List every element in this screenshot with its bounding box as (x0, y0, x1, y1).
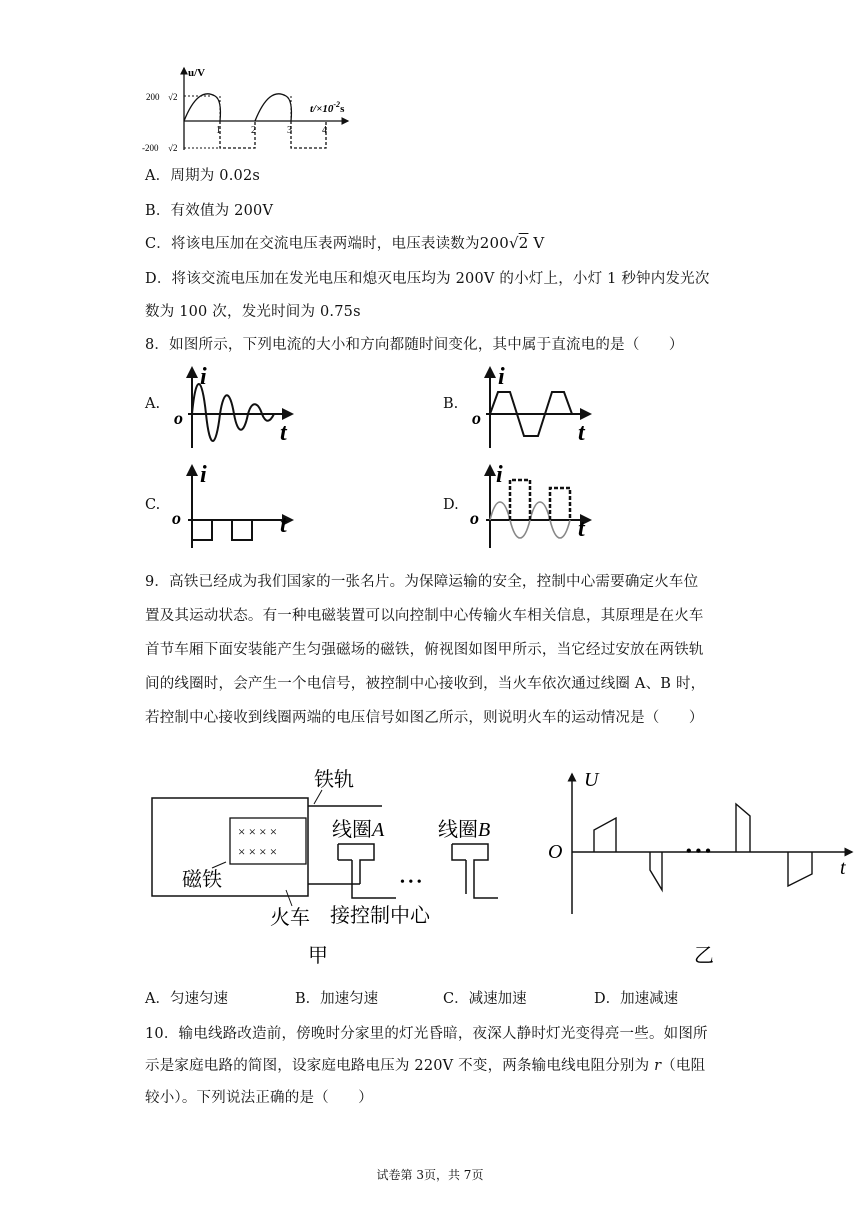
q9-option-b: B．加速匀速 (295, 991, 379, 1007)
q8-graph-d (466, 460, 596, 550)
q7-voltage-graph (140, 62, 355, 156)
q7-neg-label: -200 (142, 143, 159, 153)
q8-label-d: D. (443, 497, 459, 513)
q7-tick-1: 1 (216, 125, 221, 136)
train-label: 火车 (270, 907, 310, 929)
yi-dots: • • • (686, 843, 711, 860)
svg-text:× × × ×: × × × × (238, 844, 278, 859)
q10-line-3: 较小）。下列说法正确的是（ ） (145, 1090, 373, 1106)
svg-text:2: 2 (173, 92, 178, 102)
q9-figure-yi (540, 764, 860, 974)
q9-line-4: 间的线圈时，会产生一个电信号，被控制中心接收到，当火车依次通过线圈 A、B 时， (145, 676, 706, 692)
rail-label: 铁轨 (314, 769, 354, 791)
q7-option-b: B．有效值为 200V (145, 203, 274, 219)
svg-text:t: t (280, 512, 287, 538)
svg-text:t: t (578, 420, 585, 446)
control-label: 接控制中心 (330, 905, 430, 927)
q8-graph-a (168, 362, 298, 452)
q7-option-d-line1: D．将该交流电压加在发光电压和熄灭电压均为 200V 的小灯上，小灯 1 秒钟内发光次 (145, 271, 710, 287)
q7-t-label: $t/\times 10^{-2}s$ (310, 100, 345, 115)
svg-text:t: t (280, 420, 287, 446)
q10-line-1: 10．输电线路改造前，傍晚时分家里的灯光昏暗，夜深人静时灯光变得亮一些。如图所 (145, 1026, 708, 1042)
q8-graph-b (466, 362, 596, 452)
q7-option-a: A．周期为 0.02s (145, 168, 261, 184)
caption-jia: 甲 (308, 945, 328, 967)
q7-pos-label: 200 (146, 92, 160, 102)
q7-waveform (184, 94, 220, 121)
svg-text:o: o (174, 408, 183, 428)
svg-text:t: t (578, 516, 585, 542)
svg-text:i: i (498, 364, 505, 390)
q10-line-2: 示是家庭电路的简图，设家庭电路电压为 220V 不变，两条输电线电阻分别为 r（电阻 (145, 1058, 706, 1074)
svg-text:O: O (548, 841, 563, 863)
q8-label-a: A. (145, 396, 161, 412)
svg-text:o: o (470, 508, 479, 528)
q7-c-value: 200√2 V (479, 234, 545, 252)
page-footer: 试卷第 3页，共 7页 (376, 1168, 484, 1182)
q9-line-2: 置及其运动状态。有一种电磁装置可以向控制中心传输火车相关信息，其原理是在火车 (145, 608, 704, 624)
pulse-a-neg (650, 852, 662, 890)
magnet-label: 磁铁 (182, 869, 222, 891)
q9-option-d: D．加速减速 (594, 991, 679, 1007)
svg-text:i: i (200, 462, 207, 488)
q7-option-c: C．将该电压加在交流电压表两端时，电压表读数为200√2 V (145, 234, 545, 252)
q7-u-label: u/V (188, 67, 206, 79)
coil-b (452, 844, 498, 898)
q7-tick-3: 3 (287, 125, 292, 136)
q9-line-1: 9．高铁已经成为我们国家的一张名片。为保障运输的安全，控制中心需要确定火车位 (145, 574, 699, 590)
q8-label-b: B. (443, 396, 459, 412)
svg-text:i: i (496, 462, 503, 488)
q7-tick-2: 2 (251, 125, 256, 136)
svg-text:t: t (840, 857, 846, 879)
svg-text:o: o (172, 508, 181, 528)
q7-option-d-line2: 数为 100 次，发光时间为 0.75s (145, 304, 361, 320)
svg-text:U: U (584, 769, 599, 791)
svg-text:√: √ (168, 92, 173, 102)
svg-text:× × × ×: × × × × (238, 824, 278, 839)
coil-a-label: 线圈A (332, 819, 385, 841)
svg-text:i: i (200, 364, 207, 390)
q8-stem: 8．如图所示，下列电流的大小和方向都随时间变化，其中属于直流电的是（ ） (145, 337, 684, 353)
dots: • • • (400, 875, 422, 890)
q8-label-c: C. (145, 497, 161, 513)
q8-graph-c (168, 460, 298, 550)
q9-option-a: A．匀速匀速 (145, 991, 228, 1007)
coil-a (338, 844, 396, 898)
q9-line-5: 若控制中心接收到线圈两端的电压信号如图乙所示，则说明火车的运动情况是（ ） (145, 710, 704, 726)
svg-text:√: √ (168, 143, 173, 153)
q9-figure-jia (146, 760, 526, 970)
pulse-a-pos (594, 818, 616, 852)
q7-tick-4: 4 (322, 125, 327, 136)
q9-line-3: 首节车厢下面安装能产生匀强磁场的磁铁，俯视图如图甲所示，当它经过安放在两铁轨 (145, 642, 704, 658)
pulse-b-neg (788, 852, 812, 886)
coil-b-label: 线圈B (438, 819, 491, 841)
pulse-b-pos (736, 804, 750, 852)
svg-text:o: o (472, 408, 481, 428)
q9-options (0, 987, 860, 1009)
svg-text:2: 2 (173, 143, 178, 153)
caption-yi: 乙 (694, 945, 714, 967)
q9-option-c: C．减速加速 (443, 991, 527, 1007)
